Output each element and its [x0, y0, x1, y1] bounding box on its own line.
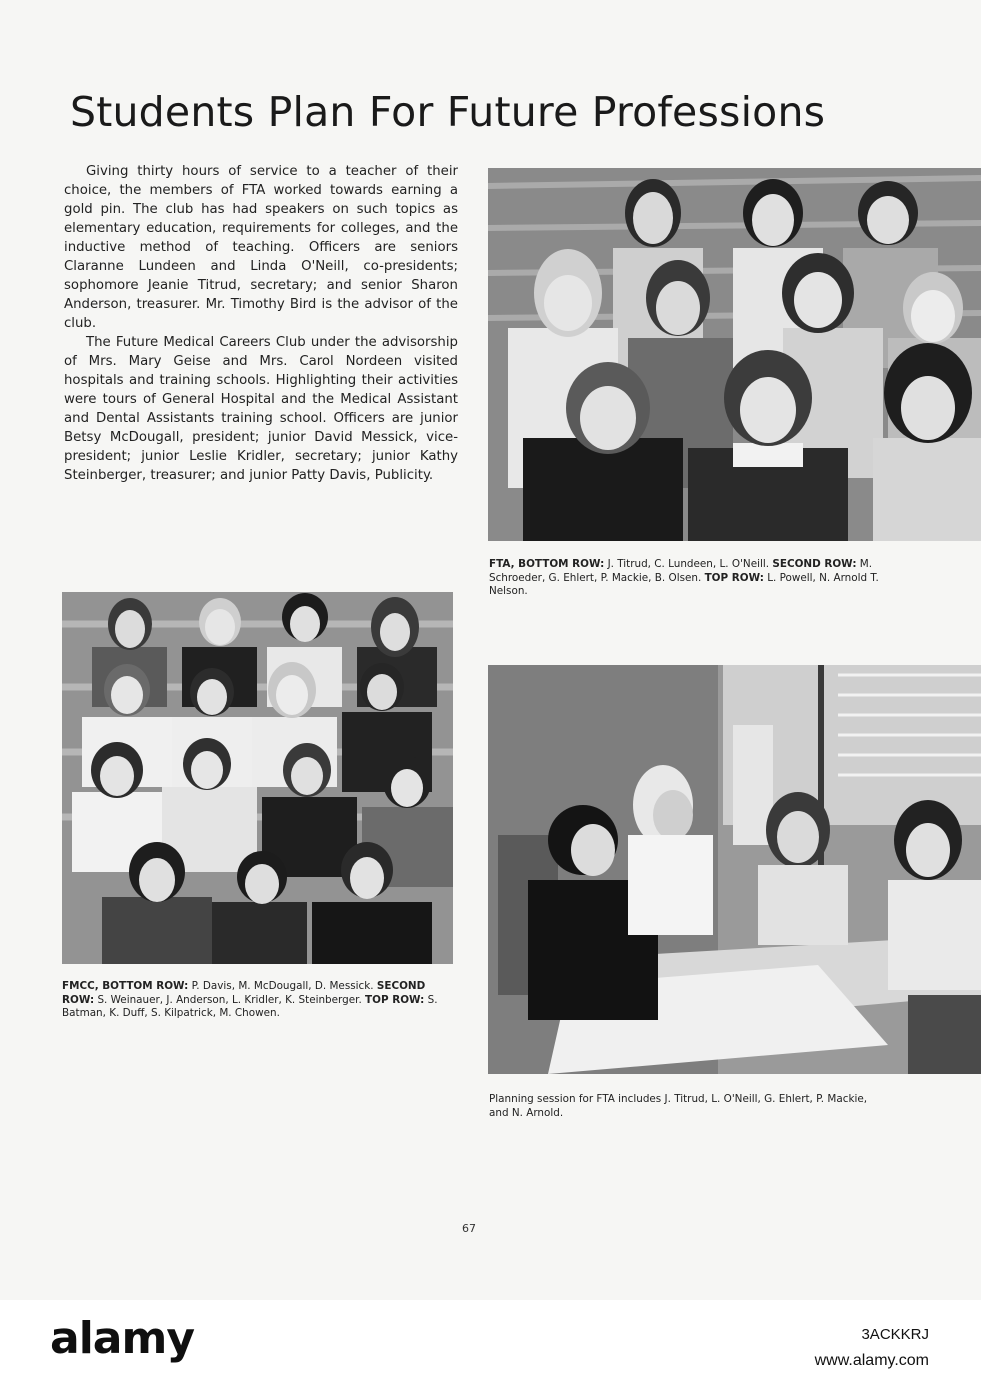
article-paragraph-fmcc: The Future Medical Careers Club under the advisorship of Mrs. Mary Geise and Mrs. Carol Nordeen visited hospitals and training schools. Highlighting their activities were tours of General Hospital and the Medical Assistant and Dental Assistants training school. Officers are junior Betsy McDougall, president; junior David Messick, vice-president; junior Leslie Kridler, secretary; junior Kathy Steinberger, treasurer; and junior Patty Davis, Publicity.	[64, 335, 458, 483]
caption-row-label: SECOND ROW:	[62, 980, 426, 1006]
article-paragraph-fta: Giving thirty hours of service to a teacher of their choice, the members of FTA worked towards earning a gold pin. The club has had speakers on such topics as elementary education, requirements for colleges, and the inductive method of teaching. Officers are seniors Claranne Lundeen and Linda O'Neill, co-presidents; sophomore Jeanie Titrud, secretary; and senior Sharon Anderson, treasurer. Mr. Timothy Bird is the advisor of the club.	[64, 164, 458, 331]
caption-names: M. Schroeder, G. Ehlert, P. Mackie, B. Olsen.	[489, 558, 873, 584]
caption-row-label: TOP ROW:	[704, 571, 764, 584]
page-title: Students Plan For Future Professions	[70, 88, 826, 136]
fmcc-photo-caption	[62, 980, 457, 1021]
caption-names: P. Davis, M. McDougall, D. Messick.	[188, 980, 377, 992]
fmcc-group-photo	[62, 592, 453, 964]
image-id: 3ACKKRJ	[861, 1326, 929, 1343]
fta-photo-illustration	[488, 168, 981, 541]
page-number: 67	[462, 1222, 476, 1235]
caption-row-label: FTA, BOTTOM ROW:	[489, 558, 605, 570]
alamy-logo	[50, 1313, 194, 1364]
planning-photo-illustration	[488, 665, 981, 1074]
caption-row-label: SECOND ROW:	[772, 558, 857, 570]
caption-row-label: TOP ROW:	[365, 993, 425, 1006]
fmcc-photo-illustration	[62, 592, 453, 964]
caption-names: J. Titrud, C. Lundeen, L. O'Neill.	[604, 558, 773, 570]
article-body	[64, 162, 458, 485]
caption-names: L. Powell, N. Arnold T. Nelson.	[489, 571, 879, 597]
fta-photo-caption	[489, 558, 899, 599]
stock-image-info	[815, 1322, 929, 1374]
caption-names: S. Batman, K. Duff, S. Kilpatrick, M. Chowen.	[62, 993, 438, 1019]
site-url: www.alamy.com	[814, 1352, 929, 1369]
fta-group-photo	[488, 168, 981, 541]
planning-session-photo	[488, 665, 981, 1074]
caption-names: S. Weinauer, J. Anderson, L. Kridler, K. Steinberger.	[94, 993, 366, 1006]
planning-photo-caption: Planning session for FTA includes J. Titrud, L. O'Neill, G. Ehlert, P. Mackie, and N. Arnold.	[489, 1093, 868, 1119]
alamy-logo-text: alamy	[50, 1313, 194, 1364]
caption-row-label: FMCC, BOTTOM ROW:	[62, 980, 189, 992]
